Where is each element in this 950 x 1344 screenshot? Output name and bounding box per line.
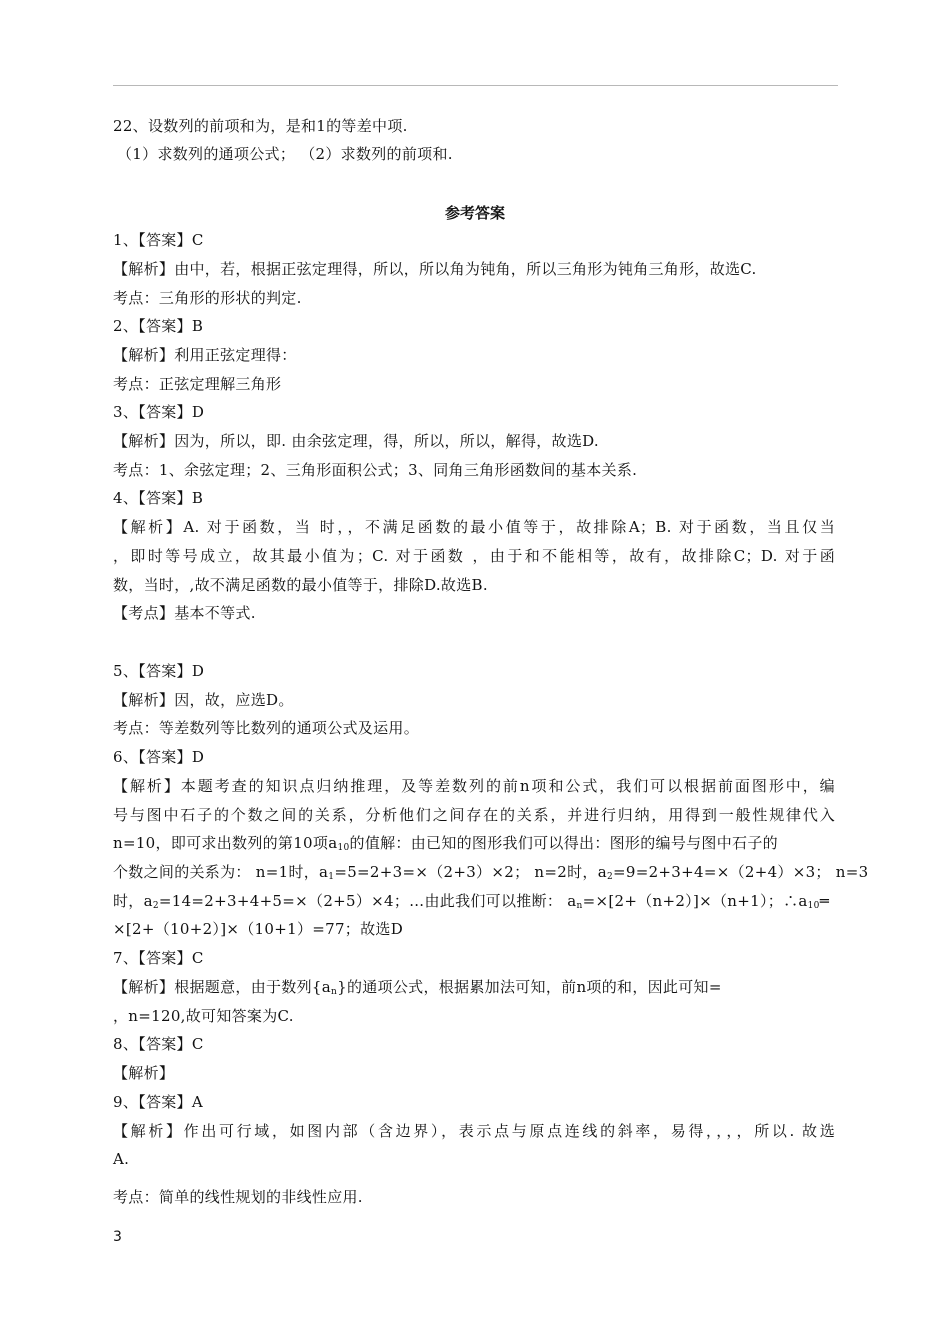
analysis-7-line-2: ，n=120,故可知答案为C. — [113, 1007, 294, 1025]
analysis-5: 【解析】因，故，应选D。 — [113, 691, 294, 709]
kaodian-4: 【考点】基本不等式. — [113, 604, 256, 622]
analysis-6-line-2: 号与图中石子的个数之间的关系，分析他们之间存在的关系，并进行归纳，用得到一般性规律代入 — [113, 806, 835, 824]
analysis-7-line-1: 【解析】根据题意，由于数列$\{a_n\}$的通项公式，根据累加法可知，前n项的和，因此可知= — [113, 978, 722, 997]
kaodian-2: 考点：正弦定理解三角形 — [113, 375, 282, 393]
analysis-9-line-1: 【解析】作出可行域，如图内部（含边界），表示点与原点连线的斜率，易得，，，，所以. 故选 — [113, 1122, 835, 1140]
answer-9: 9、【答案】A — [113, 1093, 203, 1111]
analysis-4-line-1: 【解析】A. 对于函数，当 时，，不满足函数的最小值等于，故排除A；B. 对于函数，当且仅当 — [113, 518, 835, 536]
answer-8: 8、【答案】C — [113, 1035, 204, 1053]
analysis-6-line-3: n=10，即可求出数列的第10项$a_{10}$的值解：由已知的图形我们可以得出：图形的编号与图中石子的 — [113, 834, 778, 853]
question-22-stem: 22、设数列的前项和为，是和1的等差中项. — [113, 117, 408, 135]
analysis-6-line-5: 时，$a_2=14=2+3+4+5=\times(2+5)\times 4$；…由此我们可以推断： $a_n=\times[2+(n+2)]\times(n+1)$；$\therefore a_{10}═$ — [113, 892, 830, 911]
analysis-6-line-6: ×[2+（10+2）]×（10+1）=77；故选D — [113, 920, 404, 938]
kaodian-3: 考点：1、余弦定理；2、三角形面积公式；3、同角三角形函数间的基本关系. — [113, 461, 638, 479]
answer-5: 5、【答案】D — [113, 662, 205, 680]
analysis-8: 【解析】 — [113, 1064, 175, 1082]
header-rule — [113, 85, 838, 86]
question-22-parts: （1）求数列的通项公式； （2）求数列的前项和. — [117, 145, 453, 163]
answer-3: 3、【答案】D — [113, 403, 205, 421]
kaodian-5: 考点：等差数列等比数列的通项公式及运用。 — [113, 719, 420, 737]
answer-6: 6、【答案】D — [113, 748, 205, 766]
analysis-2: 【解析】利用正弦定理得： — [113, 346, 297, 364]
answer-1: 1、【答案】C — [113, 231, 204, 249]
analysis-3: 【解析】因为，所以，即. 由余弦定理，得，所以，所以，解得，故选D. — [113, 432, 599, 450]
analysis-9-line-2: A. — [113, 1150, 130, 1168]
analysis-1: 【解析】由中，若，根据正弦定理得，所以，所以角为钝角，所以三角形为钝角三角形，故选C. — [113, 260, 757, 278]
analysis-6-line-1: 【解析】本题考查的知识点归纳推理，及等差数列的前n项和公式，我们可以根据前面图形中，编 — [113, 777, 835, 795]
kaodian-1: 考点：三角形的形状的判定. — [113, 289, 302, 307]
page-number: 3 — [113, 1229, 122, 1245]
analysis-6-line-4: 个数之间的关系为： n=1时，$a_1=5=2+3=\times(2+3)\times 2$； n=2时，$a_2=9=2+3+4=\times(2+4)\times 3$； n=3 — [113, 863, 869, 882]
kaodian-9: 考点：简单的线性规划的非线性应用. — [113, 1188, 363, 1206]
answers-title: 参考答案 — [444, 204, 505, 222]
answer-7: 7、【答案】C — [113, 949, 204, 967]
analysis-4-line-2: ，即时等号成立，故其最小值为；C. 对于函数 ，由于和不能相等，故有，故排除C；D. 对于函 — [113, 547, 835, 565]
analysis-4-line-3: 数，当时，,故不满足函数的最小值等于，排除D.故选B. — [113, 576, 488, 594]
answer-4: 4、【答案】B — [113, 489, 204, 507]
answer-2: 2、【答案】B — [113, 317, 204, 335]
